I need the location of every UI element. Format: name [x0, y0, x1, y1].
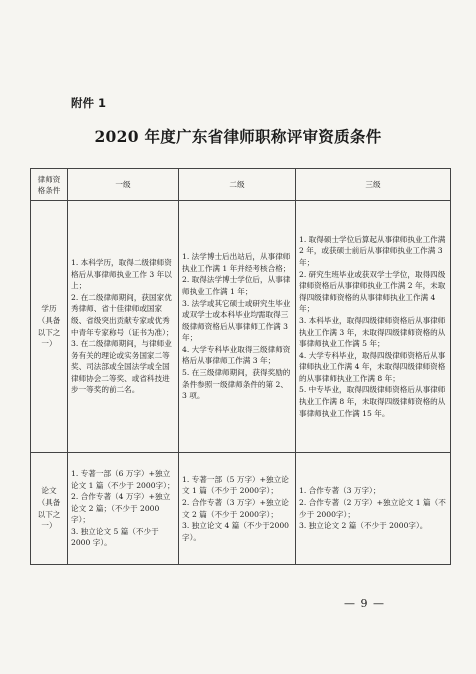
table-cell — [179, 201, 296, 453]
table-cell — [179, 453, 296, 565]
list-item: 3. 独立论文 2 篇（不少于 2000字）。 — [299, 521, 428, 531]
row-label-education: 学历（具备以下之一） — [31, 201, 68, 453]
table-cell — [68, 453, 179, 565]
header-level-2: 二级 — [179, 169, 296, 201]
list-item: 1. 专著一部（6 万字）+独立论文 1 篇（不少于 2000字）； — [71, 468, 175, 490]
list-item: 2. 合作专著（4 万字）+独立论文 2 篇；（不少于 2000字）； — [71, 492, 171, 525]
list-item: 3. 在二级律师期间，与律师业务有关的理论或实务国家二等奖、司法部或全国法学或全国律师协会二等奖、或省科技进步一等奖的前二名。 — [71, 339, 172, 395]
list-item: 1. 取得硕士学位后算起从事律师执业工作满 2 年，或获硕士前后从事律师执业工作满 3 年； — [299, 234, 446, 267]
list-item: 5. 中专毕业，取得四级律师资格后从事律师执业工作满 8 年，未取得四级律师资格的从事律师执业工作满 15 年。 — [299, 385, 446, 418]
list-item: 2. 取得法学博士学位后，从事律师执业工作满 1 年； — [182, 275, 291, 296]
list-item: 5. 在三级律师期间，获得奖励的条件参照一级律师条件的第 2、3 项。 — [182, 368, 291, 401]
list-item: 1. 合作专著（3 万字）； — [299, 486, 381, 496]
page-number: — 9 — — [344, 597, 385, 610]
table-header-row — [31, 169, 451, 201]
attachment-label: 附件 1 — [71, 96, 107, 110]
table-cell — [296, 201, 451, 453]
list-item: 3. 独立论文 4 篇（不少于2000 字）。 — [182, 521, 289, 542]
document-title: 2020 年度广东省律师职称评审资质条件 — [94, 127, 382, 146]
table-row — [31, 453, 451, 565]
list-item: 2. 合作专著（3 万字）+独立论文 2 篇（不少于 2000字）； — [182, 497, 289, 519]
header-level-1: 一级 — [68, 169, 179, 201]
list-item: 1. 本科学历，取得二级律师资格后从事律师执业工作 3 年以上； — [71, 257, 172, 291]
list-item: 2. 在二级律师期间，获国家优秀律师、省十佳律师或国家级、省级突出贡献专家或优秀中青年专家称号（证书为准）； — [71, 292, 174, 337]
list-item: 1. 专著一部（5 万字）+独立论文 1 篇（不少于 2000字）； — [182, 474, 289, 496]
header-level-3: 三级 — [296, 169, 451, 201]
list-item: 1. 法学博士后出站后，从事律师执业工作满 1 年并经考核合格； — [182, 252, 291, 273]
list-item: 4. 大学专科毕业取得三级律师资格后从事律师工作满 3 年； — [182, 344, 291, 366]
header-condition: 律师资格条件 — [31, 169, 68, 201]
row-label-papers: 论文（具备以下之一） — [31, 453, 68, 565]
qualification-table — [30, 168, 451, 565]
table-cell — [68, 201, 179, 453]
list-item: 2. 研究生班毕业或获双学士学位，取得四级律师资格后从事律师执业工作满 2 年，未取得四级律师资格的从事律师执业工作满 4 年； — [299, 269, 446, 314]
list-item: 4. 大学专科毕业，取得四级律师资格后从事律师执业工作满 4 年，未取得四级律师资格的从事律师执业工作满 8 年； — [299, 350, 446, 383]
table-row — [31, 201, 451, 453]
list-item: 2. 合作专著（2 万字）+独立论文 1 篇（不少于 2000字）； — [299, 497, 446, 519]
list-item: 3. 法学或其它硕士或研究生毕业或双学士或本科毕业均需取得三级律师资格后从事律师工作满 3 年； — [182, 298, 291, 343]
table-cell — [296, 453, 451, 565]
list-item: 3. 独立论文 5 篇（不少于2000 字）。 — [71, 526, 159, 548]
list-item: 3. 本科毕业，取得四级律师资格后从事律师执业工作满 3 年，未取得四级律师资格的从事律师执业工作满 5 年； — [299, 315, 446, 349]
